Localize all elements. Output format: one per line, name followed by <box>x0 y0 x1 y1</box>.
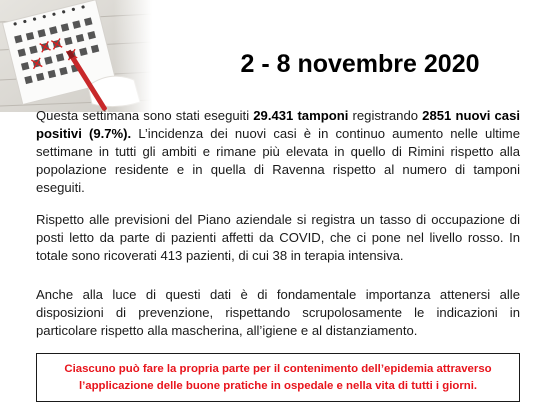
paragraph-hospital: Rispetto alle previsioni del Piano aziendale si registra un tasso di occupazione di posti letto da parte di pazienti affetti da COVID, che ci pone nel livello rosso. In totale sono ricoverati 413 pazienti, di cui 38 in terapia intensiva. <box>36 212 520 263</box>
paragraph-text: registrando <box>348 108 423 123</box>
notice-line: l’applicazione delle buone pratiche in ospedale e nella vita di tutti i giorni. <box>78 379 478 392</box>
paragraph-prevention: Anche alla luce di questi dati è di fondamentale importanza attenersi alle disposizioni di prevenzione, rispettando scrupolosamente le indicazioni in particolare rispetto alla mascherina, all’igiene e al distanziamento. <box>36 287 520 338</box>
notice-line: Ciascuno può fare la propria parte per il contenimento dell’epidemia attraverso <box>64 362 492 375</box>
paragraph-tests <box>36 107 520 197</box>
page-title: 2 - 8 novembre 2020 <box>240 50 480 78</box>
notice-box <box>36 353 520 402</box>
paragraph-text: L’incidenza dei nuovi casi è in continuo aumento nelle ultime settimane in tutti gli ambiti e rimane più elevata in quello di Rimini rispetto alla popolazione residente e in quella di Ravenna rispetto al numero di tamponi eseguiti. <box>36 126 520 195</box>
new-cases-count: 2851 nuovi casi positivi (9.7%). <box>36 108 520 141</box>
calendar-photo <box>0 0 152 112</box>
tests-count: 29.431 tamponi <box>253 108 349 123</box>
paragraph-text: Questa settimana sono stati eseguiti <box>36 108 254 123</box>
